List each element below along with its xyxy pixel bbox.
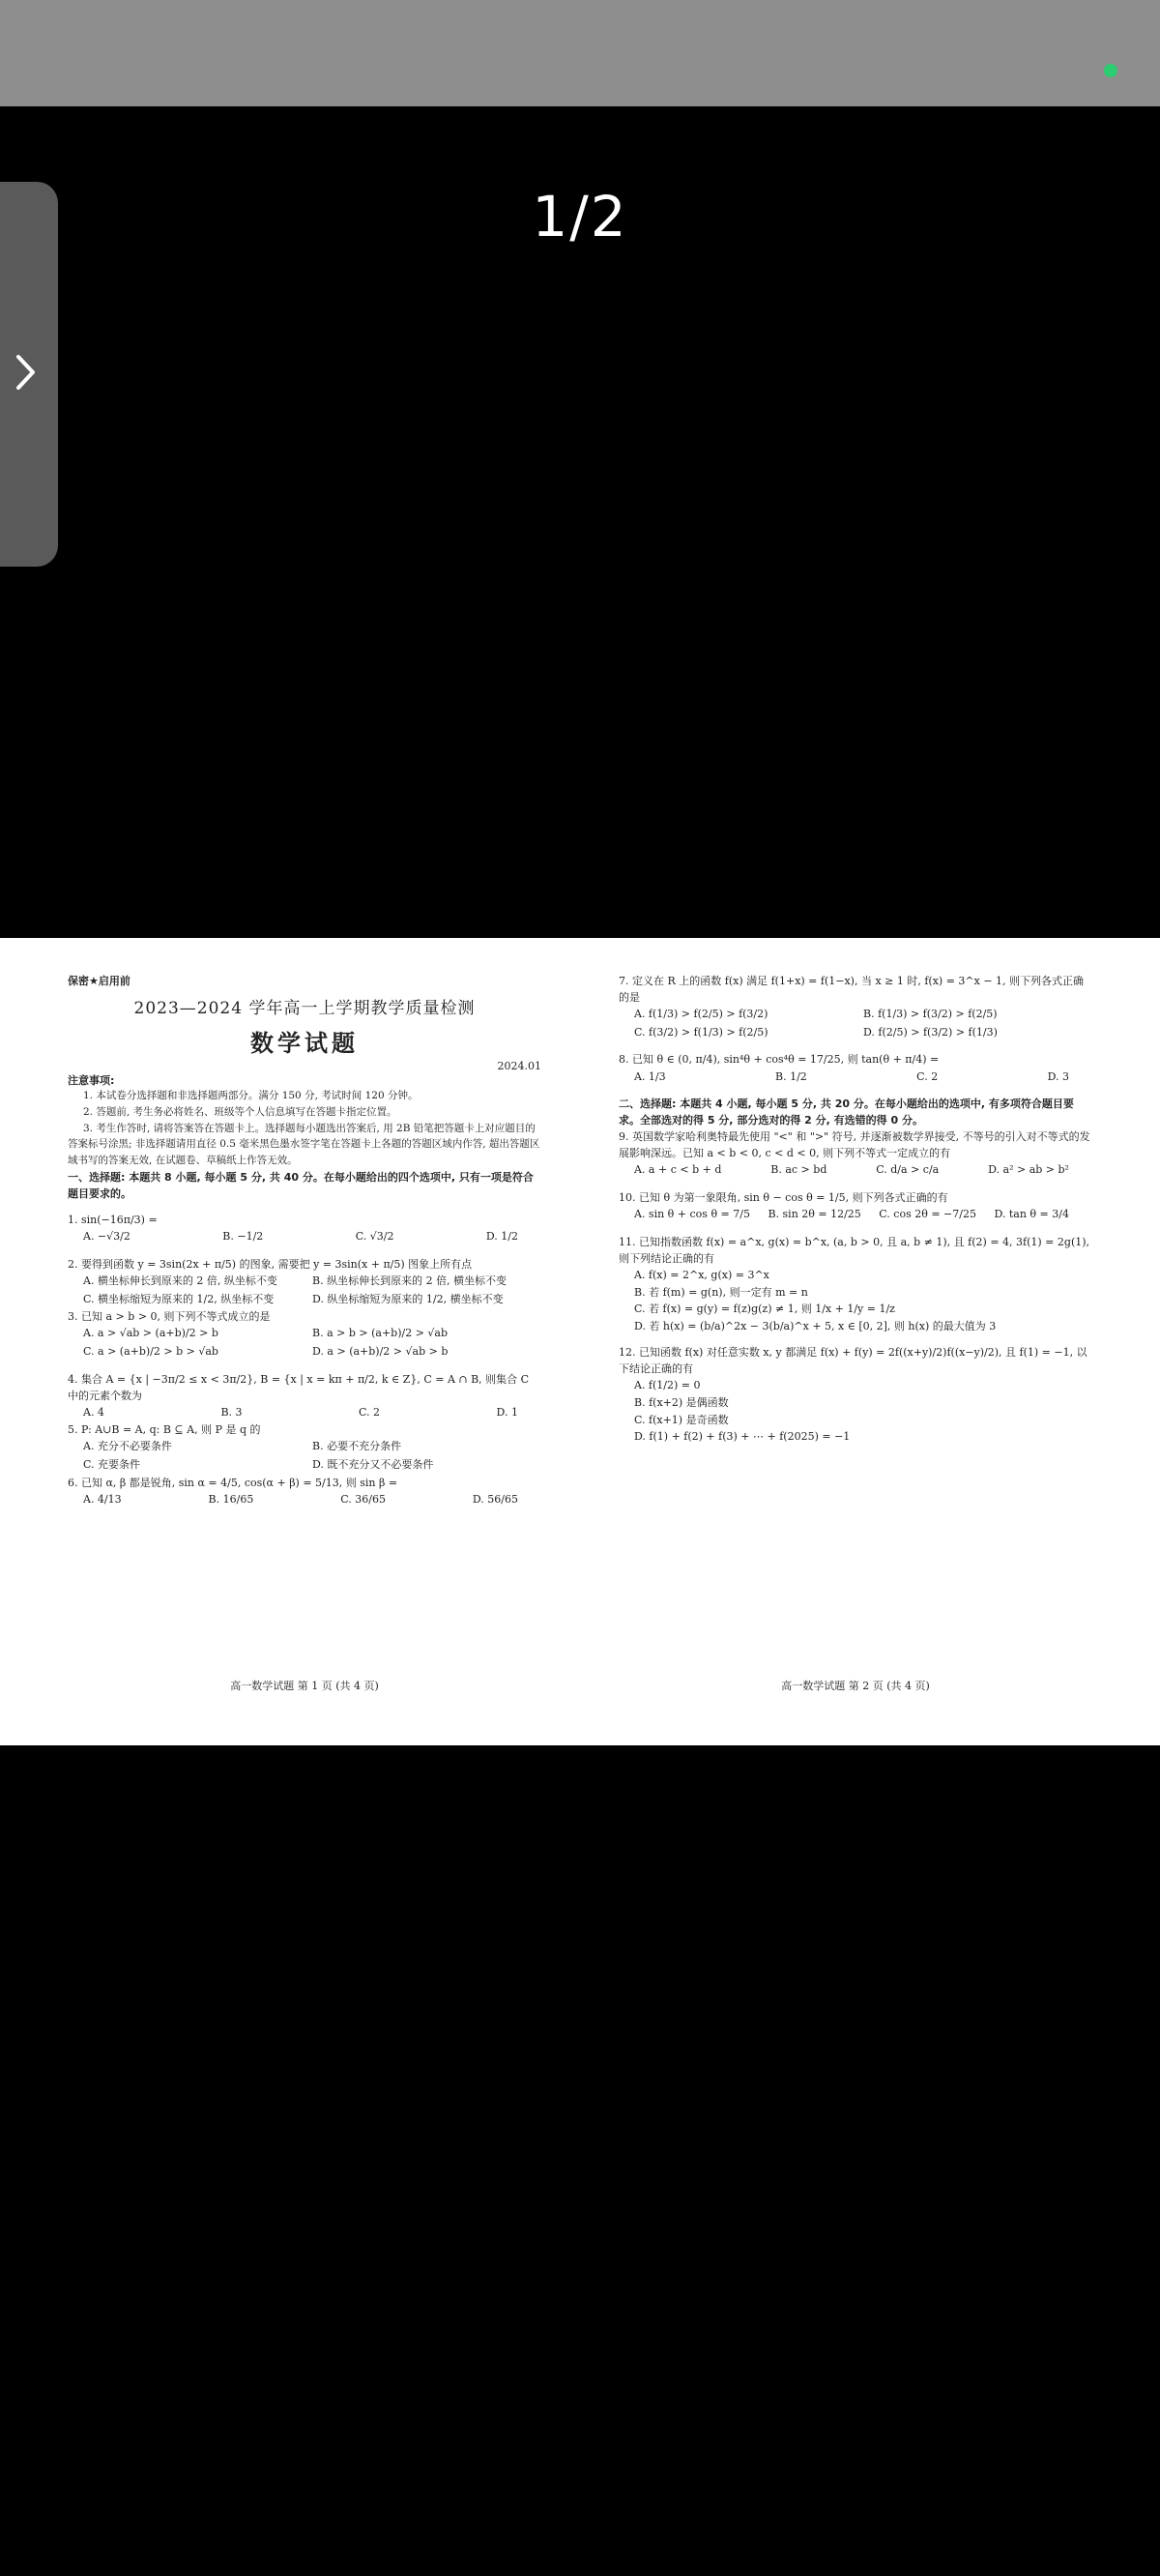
- option: D. a² > ab > b²: [988, 1163, 1069, 1177]
- notice-item: 3. 考生作答时, 请将答案答在答题卡上。选择题每小题选出答案后, 用 2B 铅笔把答题卡上对应题目的答案标号涂黑; 非选择题请用直径 0.5 毫米黑色墨水签字笔在答题卡上各题的答题区域内作答, 超出答题区域书写的答案无效, 在试题卷、草稿纸上作答无效。: [68, 1122, 540, 1167]
- question-10: 10. 已知 θ 为第一象限角, sin θ − cos θ = 1/5, 则下列各式正确的有: [619, 1191, 948, 1205]
- option: A. 横坐标伸长到原来的 2 倍, 纵坐标不变: [83, 1273, 277, 1287]
- question-11: 11. 已知指数函数 f(x) = a^x, g(x) = b^x, (a, b > 0, 且 a, b ≠ 1), 且 f(2) = 4, 3f(1) = 2g(1), 则下列结论正确的有: [619, 1235, 1090, 1265]
- exam-title: 2023—2024 学年高一上学期教学质量检测: [133, 999, 476, 1018]
- option: C. 36/65: [340, 1492, 386, 1506]
- option: B. 纵坐标伸长到原来的 2 倍, 横坐标不变: [312, 1273, 508, 1287]
- option: C. f(3/2) > f(1/3) > f(2/5): [634, 1025, 768, 1039]
- notice-item: 2. 答题前, 考生务必将姓名、班级等个人信息填写在答题卡指定位置。: [83, 1105, 397, 1118]
- question-4-options: [68, 1404, 541, 1422]
- question-7-options: [619, 1006, 1092, 1041]
- option: C. f(x+1) 是奇函数: [634, 1413, 729, 1426]
- right-column: [619, 973, 1092, 1446]
- question-2-options: [68, 1273, 541, 1308]
- option: B. a > b > (a+b)/2 > √ab: [312, 1327, 449, 1340]
- page-footer-right: 高一数学试题 第 2 页 (共 4 页): [781, 1680, 930, 1692]
- option: B. −1/2: [222, 1230, 264, 1244]
- question-12: 12. 已知函数 f(x) 对任意实数 x, y 都满足 f(x) + f(y) = 2f((x+y)/2)f((x−y)/2), 且 f(1) = −1, 以下结论正确的有: [619, 1346, 1088, 1376]
- option: B. 若 f(m) = g(n), 则一定有 m = n: [634, 1285, 808, 1299]
- chevron-right-icon: [15, 354, 37, 391]
- option: D. 若 h(x) = (b/a)^2x − 3(b/a)^x + 5, x ∈ [0, 2], 则 h(x) 的最大值为 3: [634, 1319, 997, 1332]
- option: C. √3/2: [355, 1230, 394, 1244]
- option: D. 3: [1047, 1069, 1069, 1083]
- option: B. f(1/3) > f(3/2) > f(2/5): [863, 1008, 998, 1021]
- question-9-options: [619, 1161, 1092, 1180]
- option: D. 纵坐标缩短为原来的 1/2, 横坐标不变: [312, 1292, 504, 1305]
- option: A. a + c < b + d: [634, 1163, 722, 1177]
- document-page[interactable]: [0, 938, 1160, 1745]
- option: A. 1/3: [634, 1069, 666, 1083]
- page-indicator: 1/2: [532, 184, 628, 249]
- option: B. 必要不充分条件: [312, 1440, 402, 1453]
- option: C. 2: [916, 1069, 939, 1083]
- question-7: 7. 定义在 R 上的函数 f(x) 满足 f(1+x) = f(1−x), 当 x ≥ 1 时, f(x) = 3^x − 1, 则下列各式正确的是: [619, 975, 1085, 1005]
- question-1: 1. sin(−16π/3) =: [68, 1214, 158, 1227]
- option: C. cos 2θ = −7/25: [879, 1208, 976, 1221]
- option: A. 充分不必要条件: [83, 1440, 172, 1453]
- section-heading: 一、选择题: 本题共 8 小题, 每小题 5 分, 共 40 分。在每小题给出的四个选项中, 只有一项是符合题目要求的。: [68, 1170, 534, 1201]
- question-3: 3. 已知 a > b > 0, 则下列不等式成立的是: [68, 1310, 271, 1324]
- option: C. 充要条件: [83, 1458, 141, 1472]
- option: D. 1: [496, 1405, 518, 1419]
- section-heading: 二、选择题: 本题共 4 小题, 每小题 5 分, 共 20 分。在每小题给出的选项中, 有多项符合题目要求。全部选对的得 5 分, 部分选对的得 2 分, 有选错的得 0 分。: [619, 1098, 1074, 1127]
- option: C. 若 f(x) = g(y) = f(z)g(z) ≠ 1, 则 1/x + 1/y = 1/z: [634, 1303, 895, 1316]
- option: D. f(2/5) > f(3/2) > f(1/3): [863, 1025, 998, 1039]
- option: C. 2: [359, 1405, 381, 1419]
- option: B. 16/65: [208, 1492, 254, 1506]
- question-8-options: [619, 1068, 1092, 1087]
- question-1-options: [68, 1228, 541, 1246]
- option: D. f(1) + f(2) + f(3) + ⋯ + f(2025) = −1: [634, 1430, 851, 1444]
- question-5-options: [68, 1438, 541, 1474]
- option: C. d/a > c/a: [876, 1163, 940, 1177]
- notice-heading: 注意事项:: [68, 1074, 115, 1087]
- option: B. 3: [220, 1405, 243, 1419]
- option: A. f(1/2) = 0: [634, 1379, 701, 1392]
- option: A. a > √ab > (a+b)/2 > b: [83, 1327, 218, 1340]
- subject-title: 数学试题: [250, 1029, 359, 1057]
- option: A. sin θ + cos θ = 7/5: [634, 1208, 750, 1221]
- left-column: [68, 973, 541, 1509]
- option: A. 4: [83, 1405, 104, 1419]
- secret-label: 保密★启用前: [68, 975, 130, 987]
- option: D. 既不充分又不必要条件: [312, 1458, 434, 1472]
- option: B. f(x+2) 是偶函数: [634, 1395, 729, 1409]
- option: D. a > (a+b)/2 > √ab > b: [312, 1344, 449, 1358]
- top-toolbar: [0, 0, 1160, 106]
- option: A. 4/13: [83, 1492, 122, 1506]
- question-9: 9. 英国数学家哈利奥特最先使用 "<" 和 ">" 符号, 并逐渐被数学界接受, 不等号的引入对不等式的发展影响深远。已知 a < b < 0, c < d < 0, 则下列不等式一定成立的有: [619, 1130, 1090, 1160]
- question-5: 5. P: A∪B = A, q: B ⊆ A, 则 P 是 q 的: [68, 1423, 261, 1437]
- option: B. sin 2θ = 12/25: [768, 1208, 861, 1221]
- option: D. 1/2: [485, 1230, 518, 1244]
- question-6-options: [68, 1491, 541, 1509]
- status-dot-icon: [1104, 64, 1117, 77]
- option: A. f(x) = 2^x, g(x) = 3^x: [634, 1268, 769, 1281]
- page-footer-left: 高一数学试题 第 1 页 (共 4 页): [230, 1680, 379, 1692]
- option: C. a > (a+b)/2 > b > √ab: [83, 1344, 218, 1358]
- option: A. −√3/2: [83, 1230, 130, 1244]
- notice-item: 1. 本试卷分选择题和非选择题两部分。满分 150 分, 考试时间 120 分钟。: [83, 1090, 419, 1101]
- question-10-options: [619, 1206, 1092, 1224]
- exam-date: 2024.01: [497, 1060, 541, 1072]
- option: D. tan θ = 3/4: [994, 1208, 1069, 1221]
- option: C. 横坐标缩短为原来的 1/2, 纵坐标不变: [83, 1292, 275, 1305]
- question-8: 8. 已知 θ ∈ (0, π/4), sin⁴θ + cos⁴θ = 17/25, 则 tan(θ + π/4) =: [619, 1053, 940, 1067]
- option: B. ac > bd: [770, 1163, 827, 1177]
- side-panel-handle[interactable]: [0, 182, 58, 567]
- question-3-options: [68, 1325, 541, 1361]
- option: B. 1/2: [775, 1069, 807, 1083]
- option: D. 56/65: [472, 1492, 518, 1506]
- option: A. f(1/3) > f(2/5) > f(3/2): [634, 1008, 768, 1021]
- question-4: 4. 集合 A = {x | −3π/2 ≤ x < 3π/2}, B = {x | x = kπ + π/2, k ∈ Z}, C = A ∩ B, 则集合 C 中的元素个数为: [68, 1372, 530, 1402]
- question-2: 2. 要得到函数 y = 3sin(2x + π/5) 的图象, 需要把 y = 3sin(x + π/5) 图象上所有点: [68, 1257, 473, 1271]
- question-6: 6. 已知 α, β 都是锐角, sin α = 4/5, cos(α + β) = 5/13, 则 sin β =: [68, 1476, 398, 1489]
